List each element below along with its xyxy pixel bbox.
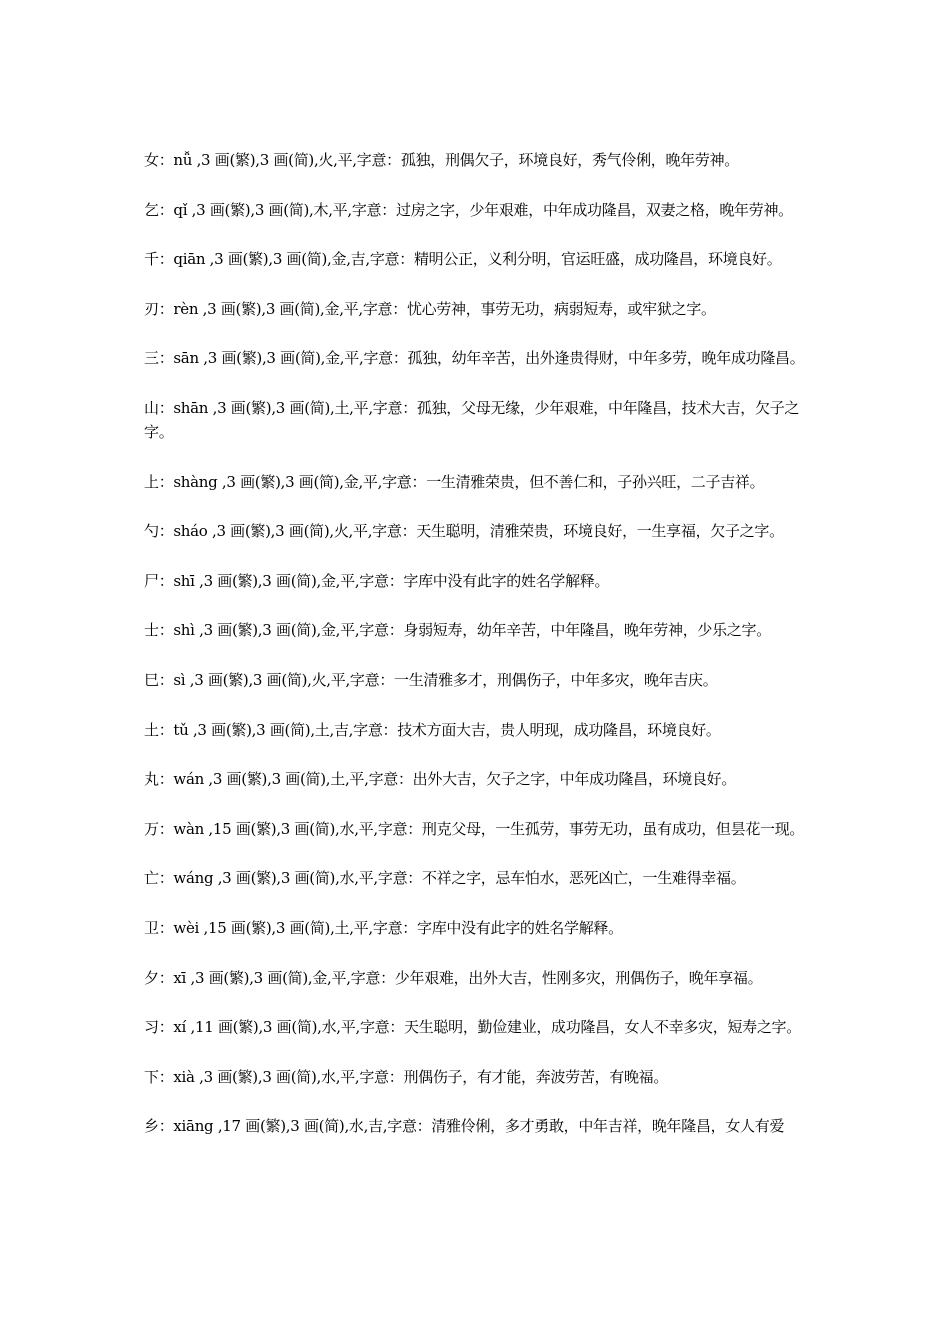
entry-qian: 千：qiān ,3 画(繁),3 画(简),金,吉,字意：精明公正，义利分明，官运旺盛，成功隆昌，环境良好。 bbox=[144, 250, 782, 269]
entry-shao: 勺：sháo ,3 画(繁),3 画(简),火,平,字意：天生聪明，清雅荣贵，环境良好，一生享福，欠子之字。 bbox=[144, 522, 784, 541]
entry-qi: 乞：qǐ ,3 画(繁),3 画(简),木,平,字意：过房之字，少年艰难，中年成功隆昌，双妻之格，晚年劳神。 bbox=[144, 200, 793, 219]
entry-wang: 亡：wáng ,3 画(繁),3 画(简),水,平,字意：不祥之字，忌车怕水，恶死凶亡，一生难得幸福。 bbox=[144, 869, 746, 888]
entry-shan: 山：shān ,3 画(繁),3 画(简),土,平,字意：孤独，父母无缘，少年艰难，中年隆昌，技术大吉，欠子之字。 bbox=[144, 398, 800, 441]
entry-xi-practice: 习：xí ,11 画(繁),3 画(简),水,平,字意：天生聪明，勤俭建业，成功隆昌，女人不幸多灾，短寿之字。 bbox=[144, 1018, 801, 1037]
entry-san: 三：sān ,3 画(繁),3 画(简),金,平,字意：孤独，幼年辛苦，出外逢贵得财，中年多劳，晚年成功隆昌。 bbox=[144, 349, 805, 368]
entry-xiang: 乡：xiāng ,17 画(繁),3 画(简),水,吉,字意：清雅伶俐，多才勇敢，中年吉祥，晚年隆昌，女人有爱 bbox=[144, 1117, 785, 1136]
entry-tu: 土：tǔ ,3 画(繁),3 画(简),土,吉,字意：技术方面大吉，贵人明现，成功隆昌，环境良好。 bbox=[144, 720, 721, 739]
entry-shi-scholar: 士：shì ,3 画(繁),3 画(简),金,平,字意：身弱短寿，幼年辛苦，中年隆昌，晚年劳神，少乐之字。 bbox=[144, 621, 771, 640]
entry-xi-evening: 夕：xī ,3 画(繁),3 画(简),金,平,字意：少年艰难，出外大吉，性刚多灾，刑偶伤子，晚年享福。 bbox=[144, 968, 763, 987]
entry-ren: 刃：rèn ,3 画(繁),3 画(简),金,平,字意：忧心劳神，事劳无功，病弱短寿，或牢狱之字。 bbox=[144, 299, 716, 318]
entry-shang: 上：shàng ,3 画(繁),3 画(简),金,平,字意：一生清雅荣贵，但不善仁和，子孙兴旺，二子吉祥。 bbox=[144, 472, 765, 491]
entry-xia: 下：xià ,3 画(繁),3 画(简),水,平,字意：刑偶伤子，有才能，奔波劳苦，有晚福。 bbox=[144, 1067, 669, 1086]
entry-wan-pill: 丸：wán ,3 画(繁),3 画(简),土,平,字意：出外大吉，欠子之字，中年成功隆昌，环境良好。 bbox=[144, 770, 737, 789]
entry-si: 巳：sì ,3 画(繁),3 画(简),火,平,字意：一生清雅多才，刑偶伤子，中年多灾，晚年吉庆。 bbox=[144, 670, 718, 689]
entry-wei: 卫：wèi ,15 画(繁),3 画(简),土,平,字意：字库中没有此字的姓名学解释。 bbox=[144, 918, 623, 937]
character-entry-list bbox=[144, 148, 824, 1164]
entry-wan-ten-thousand: 万：wàn ,15 画(繁),3 画(简),水,平,字意：刑克父母，一生孤劳，事劳无功，虽有成功，但昙花一现。 bbox=[144, 819, 805, 838]
entry-shi-corpse: 尸：shī ,3 画(繁),3 画(简),金,平,字意：字库中没有此字的姓名学解释。 bbox=[144, 571, 610, 590]
entry-nv: 女：nǚ ,3 画(繁),3 画(简),火,平,字意：孤独，刑偶欠子，环境良好，秀气伶俐，晚年劳神。 bbox=[144, 151, 739, 169]
